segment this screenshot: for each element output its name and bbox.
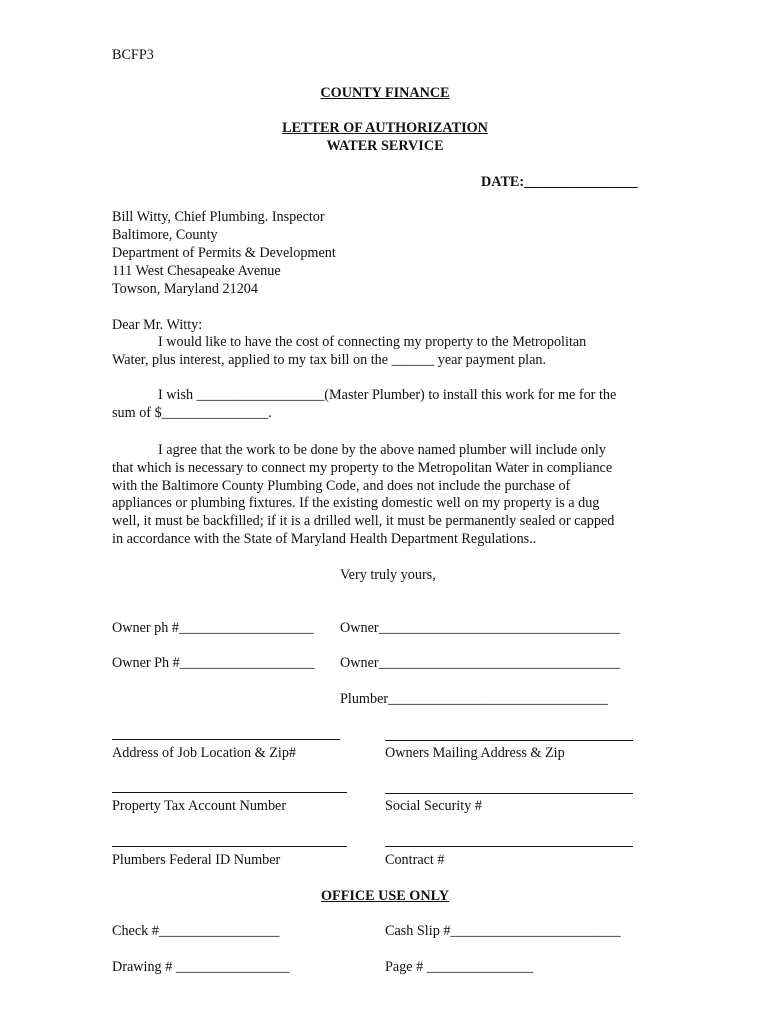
contract-line[interactable] — [385, 846, 633, 847]
cash-slip-field[interactable]: Cash Slip #________________________ — [385, 923, 621, 939]
paragraph-3-line-6: in accordance with the State of Maryland Health Department Regulations.. — [112, 531, 537, 547]
plumber-fed-id-label: Plumbers Federal ID Number — [112, 852, 281, 868]
owner-phone-field-1[interactable]: Owner ph #___________________ — [112, 620, 314, 636]
tax-account-line[interactable] — [112, 792, 347, 793]
social-security-line[interactable] — [385, 793, 633, 794]
paragraph-3-line-2: that which is necessary to connect my property to the Metropolitan Water in compliance — [112, 460, 613, 476]
office-use-heading: OFFICE USE ONLY — [321, 888, 449, 904]
addressee-department: Department of Permits & Development — [112, 245, 336, 261]
paragraph-2-line-2: sum of $_______________. — [112, 405, 272, 421]
letter-subtitle: WATER SERVICE — [326, 138, 444, 154]
plumber-fed-id-line[interactable] — [112, 846, 347, 847]
form-code: BCFP3 — [112, 47, 154, 63]
drawing-number-field[interactable]: Drawing # ________________ — [112, 959, 290, 975]
plumber-signature-field[interactable]: Plumber_______________________________ — [340, 691, 608, 707]
mailing-address-label: Owners Mailing Address & Zip — [385, 745, 565, 761]
salutation: Dear Mr. Witty: — [112, 317, 203, 333]
paragraph-2-line-1: I wish __________________(Master Plumber) to install this work for me for the — [158, 387, 617, 403]
mailing-address-line[interactable] — [385, 740, 633, 741]
closing: Very truly yours, — [340, 567, 436, 583]
addressee-county: Baltimore, County — [112, 227, 218, 243]
paragraph-1-line-2: Water, plus interest, applied to my tax bill on the ______ year payment plan. — [112, 352, 547, 368]
paragraph-3-line-1: I agree that the work to be done by the above named plumber will include only — [158, 442, 606, 458]
letter-title: LETTER OF AUTHORIZATION — [282, 120, 488, 136]
addressee-street: 111 West Chesapeake Avenue — [112, 263, 281, 279]
page-number-field[interactable]: Page # _______________ — [385, 959, 534, 975]
addressee-city: Towson, Maryland 21204 — [112, 281, 258, 297]
check-number-field[interactable]: Check #_________________ — [112, 923, 280, 939]
owner-phone-field-2[interactable]: Owner Ph #___________________ — [112, 655, 315, 671]
contract-label: Contract # — [385, 852, 445, 868]
department-heading: COUNTY FINANCE — [320, 85, 450, 101]
paragraph-3-line-4: appliances or plumbing fixtures. If the existing domestic well on my property is a dug — [112, 495, 600, 511]
job-address-label: Address of Job Location & Zip# — [112, 745, 297, 761]
paragraph-1-line-1: I would like to have the cost of connecting my property to the Metropolitan — [158, 334, 587, 350]
addressee-name: Bill Witty, Chief Plumbing. Inspector — [112, 209, 325, 225]
owner-signature-field-2[interactable]: Owner__________________________________ — [340, 655, 620, 671]
paragraph-3-line-5: well, it must be backfilled; if it is a drilled well, it must be permanently sealed or capped — [112, 513, 615, 529]
date-field[interactable]: DATE:________________ — [481, 174, 638, 190]
tax-account-label: Property Tax Account Number — [112, 798, 287, 814]
paragraph-3-line-3: with the Baltimore County Plumbing Code, and does not include the purchase of — [112, 478, 571, 494]
social-security-label: Social Security # — [385, 798, 482, 814]
owner-signature-field-1[interactable]: Owner__________________________________ — [340, 620, 620, 636]
job-address-line[interactable] — [112, 739, 340, 740]
